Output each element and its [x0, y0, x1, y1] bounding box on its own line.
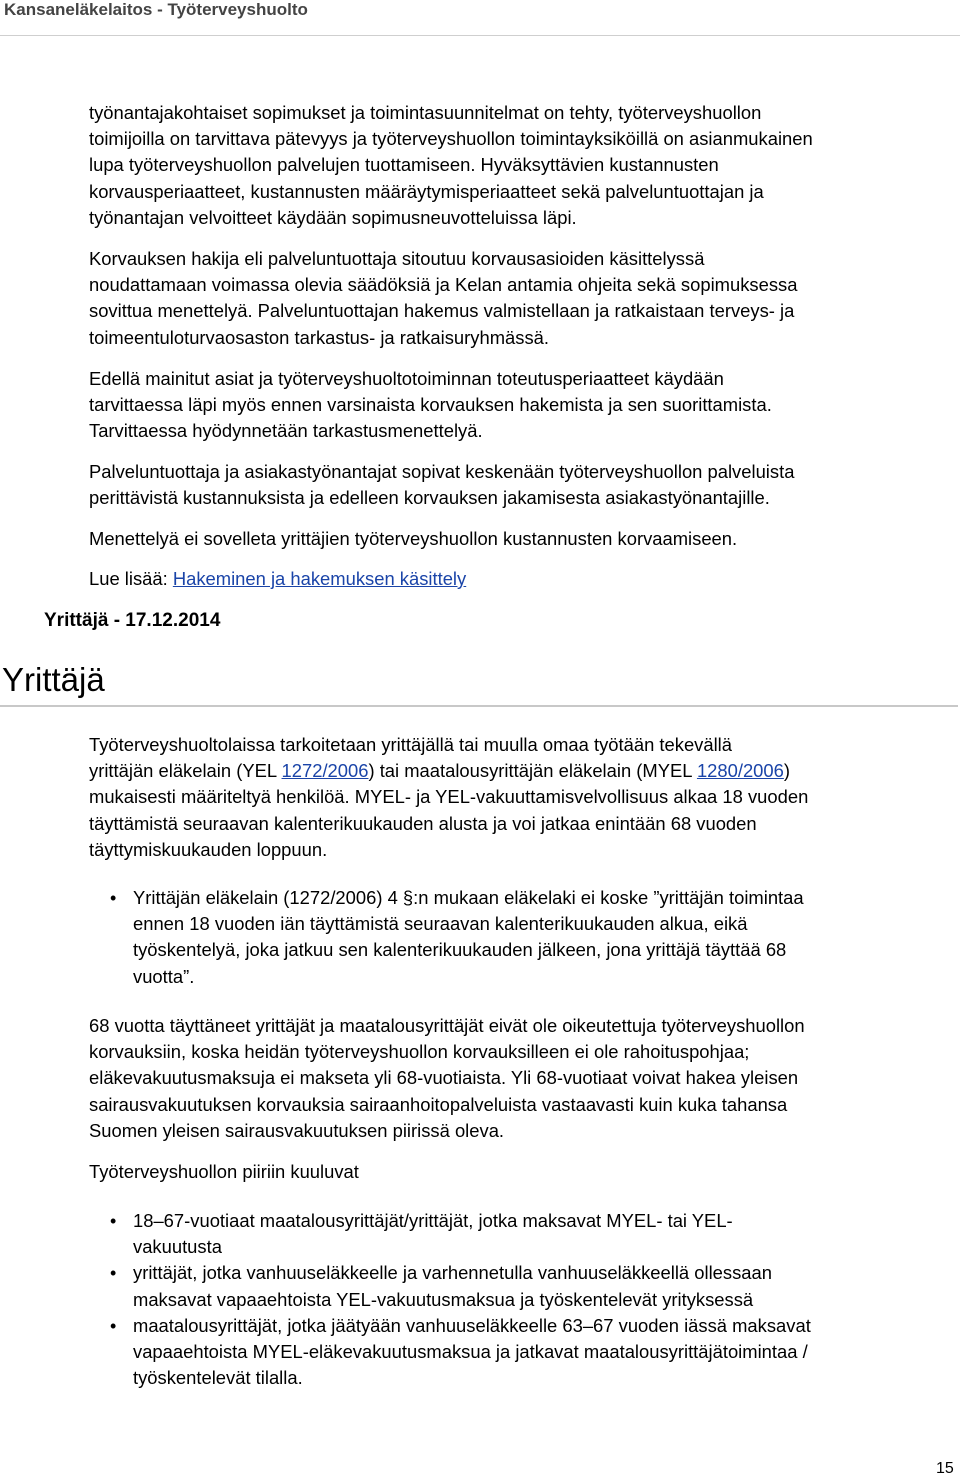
yrittaja-paragraph-1-line-2: yrittäjän eläkelain (YEL 1272/2006) tai maatalousyrittäjän eläkelain (MYEL 1280/2006)	[89, 760, 790, 782]
bullet-icon: •	[110, 1263, 117, 1284]
list-item: • yrittäjät, jotka vanhuuseläkkeelle ja varhennetulla vanhuuseläkkeellä ollessaan maksavat vapaaehtoista YEL-vakuutusmaksua ja työskentelevät yrityksessä	[110, 1262, 772, 1310]
read-more-prefix: Lue lisää:	[89, 568, 173, 589]
heading-divider	[0, 705, 958, 707]
list-item: • maatalousyrittäjät, jotka jäätyään vanhuuseläkkeelle 63–67 vuoden iässä maksavat vapaaehtoista MYEL-eläkevakuutusmaksua ja jatkavat maatalousyrittäjätoimintaa / työskentelevät tilalla.	[110, 1314, 811, 1389]
intro-paragraph-4: Palveluntuottaja ja asiakastyönantajat sopivat keskenään työterveyshuollon palveluista perittävistä kustannuksista ja edelleen korvauksen jakamisesta asiakastyönantajille.	[89, 461, 795, 509]
coverage-bullet-list	[89, 1208, 939, 1391]
intro-paragraph-5: Menettelyä ei sovelleta yrittäjien työterveyshuollon kustannusten korvaamiseen.	[89, 528, 738, 549]
read-more-link[interactable]: Hakeminen ja hakemuksen käsittely	[172, 568, 467, 589]
section-heading: Yrittäjä	[2, 661, 105, 698]
bullet-icon: •	[110, 1211, 117, 1231]
yrittaja-paragraph-3: Työterveyshuollon piiriin kuuluvat	[89, 1161, 359, 1182]
bullet-icon: •	[110, 888, 117, 908]
section-label: Yrittäjä - 17.12.2014	[44, 610, 221, 631]
read-more	[89, 566, 939, 592]
yrittaja-paragraph-2: 68 vuotta täyttäneet yrittäjät ja maatalousyrittäjät eivät ole oikeutettuja työterveyshuollon korvauksiin, koska heidän työterveyshuollon korvauksilleen ei ole rahoituspohjaa; eläkevakuutusmaksuja ei makseta yli 68-vuotiaista. Yli 68-vuotiaat voivat hakea yleisen sairausvakuutuksen korvauksia sairaanhoitopalveluista vastaavasti kuin kuka tahansa Suomen yleisen sairausvakuutuksen piirissä oleva.	[89, 1015, 805, 1141]
intro-paragraph-3: Edellä mainitut asiat ja työterveyshuoltotoiminnan toteutusperiaatteet käydään tarvittaessa läpi myös ennen varsinaista korvauksen hakemista ja sen suorittamista. Tarvittaessa hyödynnetään tarkastusmenettelyä.	[89, 368, 772, 442]
list-item: • Yrittäjän eläkelain (1272/2006) 4 §:n mukaan eläkelaki ei koske ”yrittäjän toimintaa ennen 18 vuoden iän täyttämistä seuraavan kalenterikuukauden alkua, eikä työskentelyä, joka jatkuu sen kalenterikuukauden jälkeen, jona yrittäjä täyttää 68 vuotta”.	[110, 887, 804, 987]
bullet-icon: •	[110, 1315, 117, 1336]
myel-law-link[interactable]: 1280/2006	[696, 760, 784, 782]
yel-bullet-list	[89, 885, 939, 990]
intro-paragraph-2: Korvauksen hakija eli palveluntuottaja sitoutuu korvausasioiden käsittelyssä noudattamaan voimassa olevia säädöksiä ja Kelan antamia ohjeita sekä sopimuksessa sovittua menettelyä. Palveluntuottajan hakemus valmistellaan ja ratkaistaan terveys- ja toimeentuloturvaosaston tarkastus- ja ratkaisuryhmässä.	[89, 248, 798, 348]
intro-paragraph-1: työnantajakohtaiset sopimukset ja toimintasuunnitelmat on tehty, työterveyshuollon toimijoilla on tarvittava pätevyys ja työterveyshuollon toimintayksiköillä on asianmukainen lupa työterveyshuollon palvelujen tuottamiseen. Hyväksyttävien kustannusten korvausperiaatteet, kustannusten määräytymisperiaatteet sekä palveluntuottajan ja työnantajan velvoitteet käydään sopimusneuvotteluissa läpi.	[89, 102, 813, 228]
page-number: 15	[936, 1460, 954, 1477]
yrittaja-paragraph-1: Työterveyshuoltolaissa tarkoitetaan yrittäjällä tai muulla omaa työtään tekevällä yrittäjän eläkelain (YEL 1272/2006) tai maatalousyrittäjän eläkelain (MYEL 1280/2006) mukaisesti määriteltyä henkilöä. MYEL- ja YEL-vakuuttamisvelvollisuus alkaa 18 vuoden täyttämistä seuraavan kalenterikuukauden alusta ja voi jatkaa enintään 68 vuoden täyttymiskuukauden loppuun.	[89, 732, 939, 863]
page-header	[0, 0, 960, 36]
yel-law-link[interactable]: 1272/2006	[281, 760, 369, 782]
list-item: • 18–67-vuotiaat maatalousyrittäjät/yrittäjät, jotka maksavat MYEL- tai YEL- vakuutusta	[110, 1210, 733, 1258]
header-title: Kansaneläkelaitos - Työterveyshuolto	[4, 0, 308, 19]
